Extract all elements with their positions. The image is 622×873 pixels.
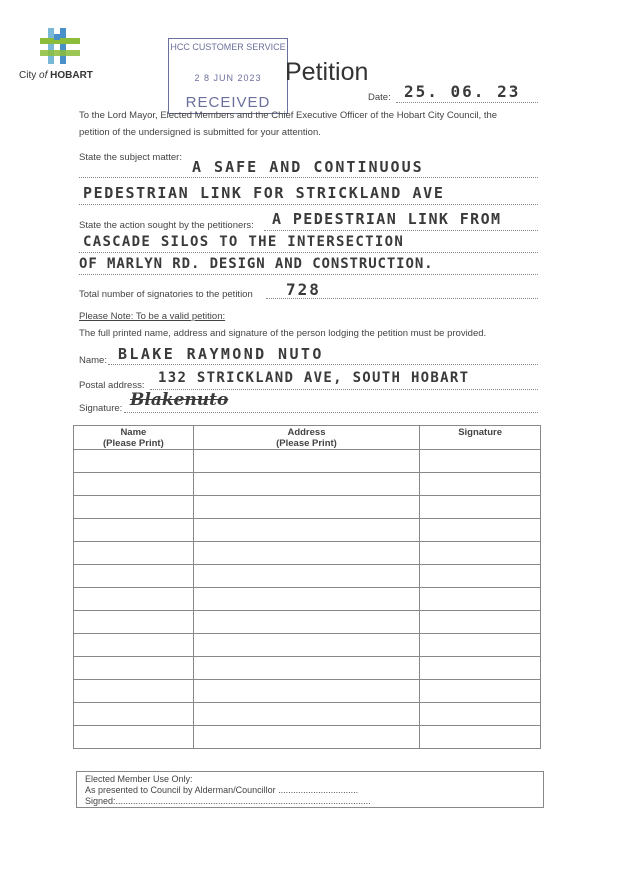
subject-label: State the subject matter:	[79, 152, 182, 163]
signatories-label: Total number of signatories to the petition	[79, 289, 253, 300]
column-header-signature-title: Signature	[458, 427, 502, 438]
address-cell	[193, 565, 419, 588]
address-cell	[193, 726, 419, 749]
column-header-address-sub: (Please Print)	[276, 438, 337, 449]
address-cell	[193, 680, 419, 703]
address-cell	[193, 611, 419, 634]
logo-text	[19, 70, 93, 81]
table-row	[74, 703, 541, 726]
note-text: The full printed name, address and signature of the person lodging the petition must be provided.	[79, 328, 487, 339]
logo-text-city: City	[19, 70, 37, 81]
name-cell	[74, 450, 194, 473]
subject-line-2-rule	[79, 204, 538, 205]
lodger-signature: Blakenuto	[130, 390, 229, 410]
action-line-3: OF MARLYN RD. DESIGN AND CONSTRUCTION.	[79, 256, 434, 272]
elected-line-3: Signed:......................................................................................................	[85, 796, 371, 806]
address-label: Postal address:	[79, 380, 145, 391]
name-cell	[74, 519, 194, 542]
table-row	[74, 680, 541, 703]
signatories-table	[73, 425, 541, 749]
name-rule	[108, 364, 538, 365]
signatories-value: 728	[286, 280, 321, 299]
elected-line-1: Elected Member Use Only:	[85, 774, 193, 784]
table-header-row	[74, 426, 541, 450]
address-cell	[193, 588, 419, 611]
signature-cell	[420, 450, 541, 473]
table-row	[74, 496, 541, 519]
name-cell	[74, 703, 194, 726]
table-row	[74, 657, 541, 680]
table-row	[74, 450, 541, 473]
address-cell	[193, 450, 419, 473]
signature-rule	[124, 412, 538, 413]
signature-cell	[420, 565, 541, 588]
address-cell	[193, 542, 419, 565]
subject-line-2: PEDESTRIAN LINK FOR STRICKLAND AVE	[83, 184, 445, 202]
name-cell	[74, 657, 194, 680]
name-cell	[74, 565, 194, 588]
address-cell	[193, 703, 419, 726]
lodger-name: BLAKE RAYMOND NUTO	[118, 345, 324, 363]
address-cell	[193, 519, 419, 542]
signature-cell	[420, 657, 541, 680]
column-header-name-title: Name	[120, 427, 147, 438]
table-row	[74, 542, 541, 565]
date-label: Date:	[368, 92, 391, 103]
date-value: 25. 06. 23	[404, 82, 521, 101]
name-cell	[74, 611, 194, 634]
name-cell	[74, 634, 194, 657]
subject-line-1-rule	[79, 177, 538, 178]
signature-cell	[420, 519, 541, 542]
logo-text-of: of	[39, 70, 48, 81]
elected-member-box	[76, 771, 544, 808]
table-row	[74, 611, 541, 634]
column-header-name-sub: (Please Print)	[103, 438, 164, 449]
page-title: Petition	[285, 58, 369, 86]
intro-line-2: petition of the undersigned is submitted for your attention.	[79, 127, 321, 138]
name-cell	[74, 726, 194, 749]
address-cell	[193, 496, 419, 519]
table-row	[74, 634, 541, 657]
name-cell	[74, 473, 194, 496]
action-label: State the action sought by the petitioners:	[79, 220, 254, 231]
signature-cell	[420, 473, 541, 496]
signature-cell	[420, 726, 541, 749]
action-line-1: A PEDESTRIAN LINK FROM	[272, 210, 502, 228]
date-line	[396, 102, 538, 103]
logo-text-hobart: HOBART	[50, 70, 93, 81]
column-header-name	[74, 426, 194, 450]
name-cell	[74, 542, 194, 565]
address-cell	[193, 473, 419, 496]
signature-cell	[420, 542, 541, 565]
intro-line-1: To the Lord Mayor, Elected Members and the Chief Executive Officer of the Hobart City Council, the	[79, 110, 498, 121]
table-row	[74, 519, 541, 542]
column-header-signature	[420, 426, 541, 450]
action-line-2: CASCADE SILOS TO THE INTERSECTION	[83, 234, 405, 250]
address-cell	[193, 657, 419, 680]
table-row	[74, 473, 541, 496]
signature-cell	[420, 588, 541, 611]
table-row	[74, 565, 541, 588]
action-line-2-rule	[79, 252, 538, 253]
hobart-logo-icon	[38, 26, 84, 66]
stamp-date: 2 8 JUN 2023	[194, 73, 262, 83]
name-cell	[74, 680, 194, 703]
name-cell	[74, 496, 194, 519]
signature-cell	[420, 496, 541, 519]
column-header-address	[193, 426, 419, 450]
name-label: Name:	[79, 355, 107, 366]
table-row	[74, 588, 541, 611]
stamp-received: RECEIVED	[185, 94, 271, 111]
column-header-address-title: Address	[287, 427, 326, 438]
table-row	[74, 726, 541, 749]
subject-line-1: A SAFE AND CONTINUOUS	[192, 158, 424, 176]
name-cell	[74, 588, 194, 611]
lodger-address: 132 STRICKLAND AVE, SOUTH HOBART	[158, 370, 470, 386]
stamp-line-1: HCC CUSTOMER SERVICE	[170, 42, 286, 52]
signature-cell	[420, 634, 541, 657]
action-line-3-rule	[79, 274, 538, 275]
signature-cell	[420, 703, 541, 726]
signature-label: Signature:	[79, 403, 123, 414]
action-line-1-rule	[264, 230, 538, 231]
signature-cell	[420, 611, 541, 634]
signature-cell	[420, 680, 541, 703]
elected-line-2: As presented to Council by Alderman/Councillor ................................	[85, 785, 359, 795]
address-cell	[193, 634, 419, 657]
note-heading: Please Note: To be a valid petition:	[79, 311, 226, 322]
received-stamp	[168, 38, 288, 114]
